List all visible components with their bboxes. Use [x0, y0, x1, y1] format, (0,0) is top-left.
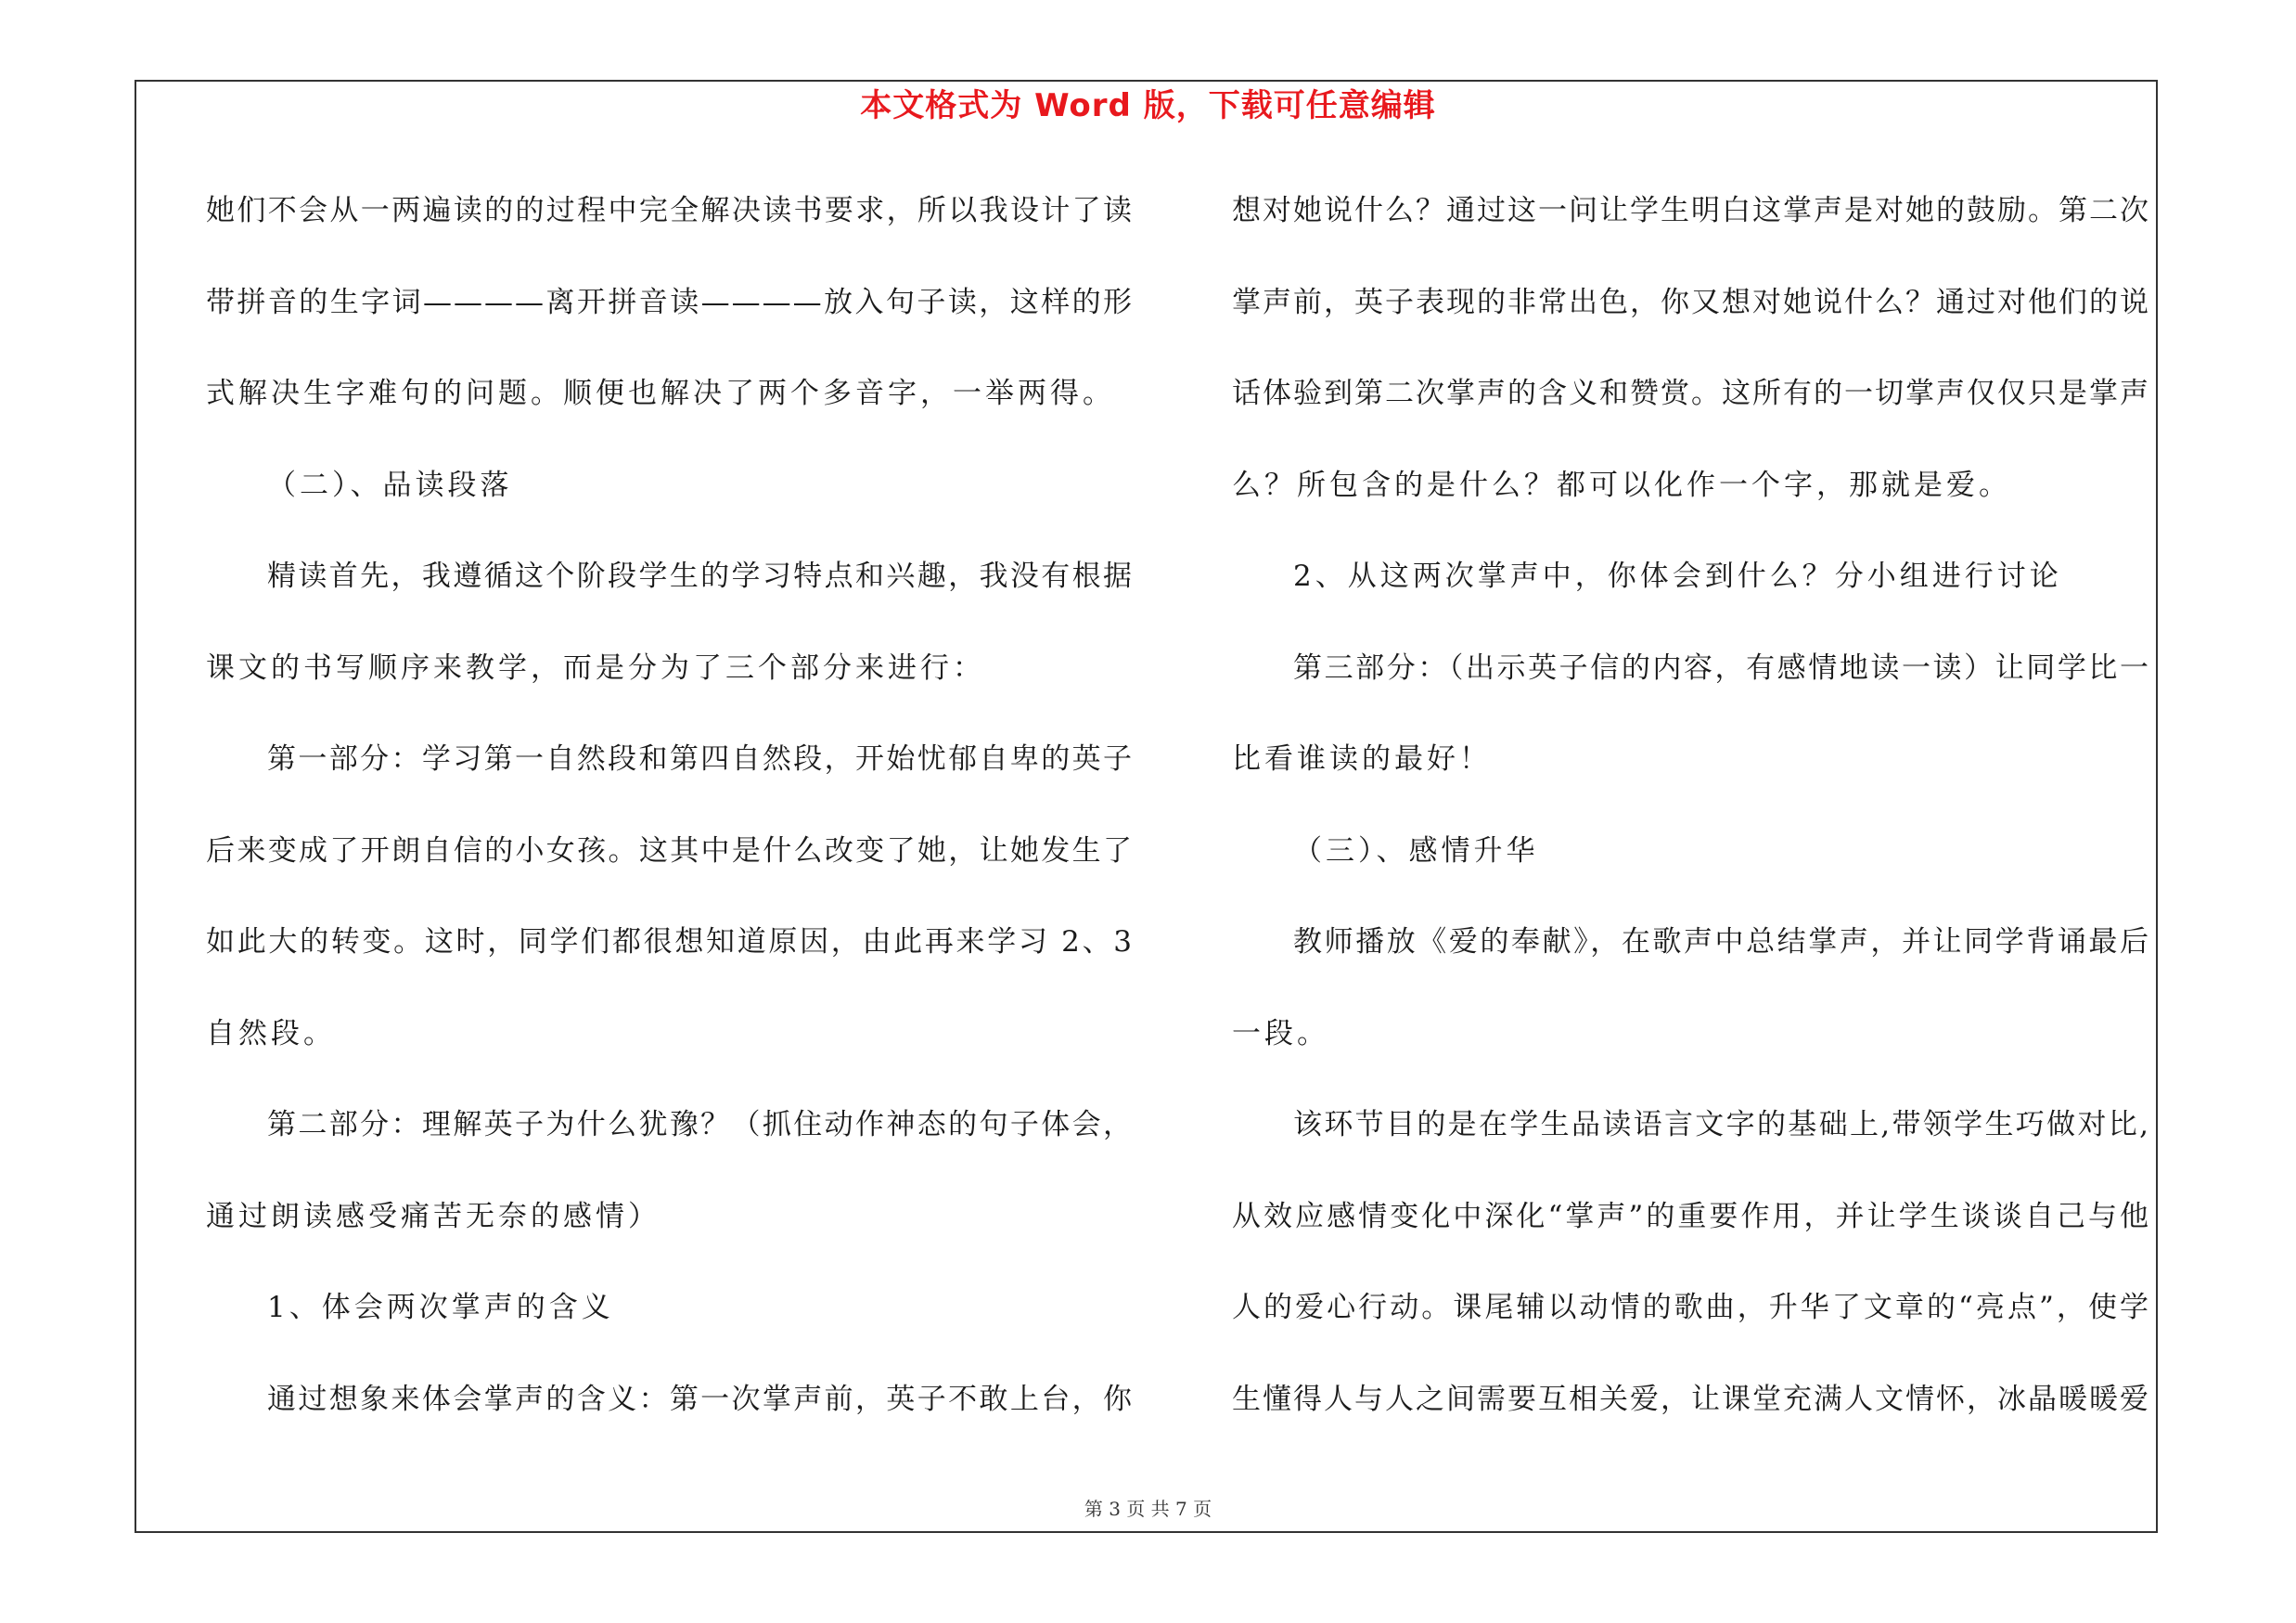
text-line: 通过想象来体会掌声的含义：第一次掌声前，英子不敢上台，你 [267, 1382, 1134, 1416]
text-line: 1、体会两次掌声的含义 [267, 1291, 614, 1324]
text-line: 人的爱心行动。课尾辅以动情的歌曲，升华了文章的“亮点”，使学 [1232, 1291, 2150, 1324]
text-line: 2、从这两次掌声中，你体会到什么？分小组进行讨论 [1293, 560, 2062, 593]
text-line: 第二部分：理解英子为什么犹豫？（抓住动作神态的句子体会， [267, 1108, 1134, 1141]
text-line: 她们不会从一两遍读的的过程中完全解决读书要求，所以我设计了读 [206, 194, 1134, 227]
text-line: 如此大的转变。这时，同学们都很想知道原因，由此再来学习 2、3 [206, 925, 1134, 959]
left-column [206, 181, 1134, 1461]
text-line: 从效应感情变化中深化“掌声”的重要作用，并让学生谈谈自己与他 [1232, 1199, 2150, 1233]
right-column [1232, 181, 2150, 1461]
text-line: 自然段。 [206, 1016, 336, 1050]
text-line: 生懂得人与人之间需要互相关爱，让课堂充满人文情怀，冰晶暖暖爱 [1232, 1382, 2150, 1416]
text-line: 后来变成了开朗自信的小女孩。这其中是什么改变了她，让她发生了 [206, 833, 1134, 868]
text-line: 通过朗读感受痛苦无奈的感情） [206, 1199, 661, 1233]
text-line: 第三部分：（出示英子信的内容，有感情地读一读）让同学比一 [1293, 650, 2150, 685]
text-line: 话体验到第二次掌声的含义和赞赏。这所有的一切掌声仅仅只是掌声 [1232, 377, 2150, 410]
page-number-footer: 第 3 页 共 7 页 [1084, 1498, 1212, 1520]
text-line: 教师播放《爱的奉献》，在歌声中总结掌声，并让同学背诵最后 [1293, 925, 2150, 959]
text-line: （二）、品读段落 [267, 468, 513, 502]
text-line: 掌声前，英子表现的非常出色，你又想对她说什么？通过对他们的说 [1232, 285, 2150, 319]
text-line: 带拼音的生字词————离开拼音读————放入句子读，这样的形 [206, 285, 1134, 319]
text-line: 一段。 [1232, 1016, 1329, 1050]
text-line: 精读首先，我遵循这个阶段学生的学习特点和兴趣，我没有根据 [267, 560, 1134, 593]
text-line: 么？所包含的是什么？都可以化作一个字，那就是爱。 [1232, 468, 2011, 502]
text-line: 第一部分：学习第一自然段和第四自然段，开始忧郁自卑的英子 [267, 742, 1134, 776]
text-line: 比看谁读的最好！ [1232, 742, 1492, 776]
text-line: （三）、感情升华 [1293, 833, 1539, 868]
text-line: 该环节目的是在学生品读语言文字的基础上,带领学生巧做对比, [1293, 1108, 2150, 1141]
text-line: 式解决生字难句的问题。顺便也解决了两个多音字，一举两得。 [206, 377, 1115, 410]
text-line: 课文的书写顺序来教学，而是分为了三个部分来进行： [206, 650, 985, 685]
text-line: 想对她说什么？通过这一问让学生明白这掌声是对她的鼓励。第二次 [1232, 194, 2150, 227]
word-format-banner: 本文格式为 Word 版，下载可任意编辑 [860, 87, 1436, 124]
